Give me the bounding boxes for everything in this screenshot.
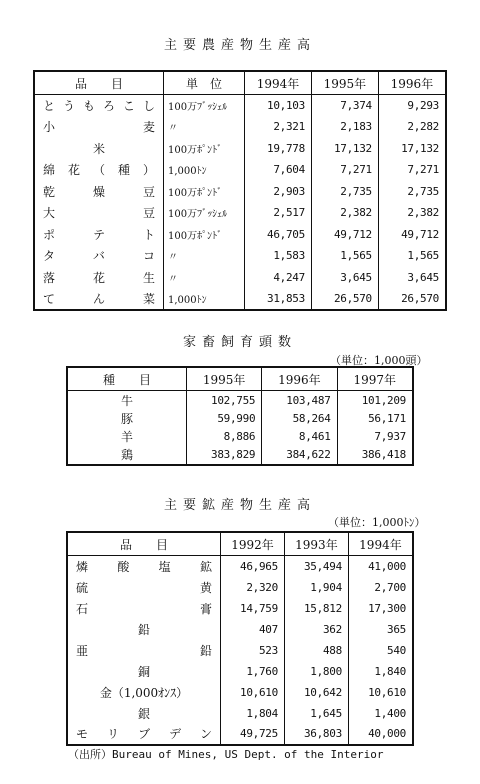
value-cell: 383,829	[187, 446, 262, 465]
crops-table	[33, 70, 447, 311]
value-cell: 26,570	[378, 288, 446, 310]
minerals-unit-note: （単位：1,000ﾄﾝ）	[328, 516, 426, 529]
crops-header-1996: 1996年	[378, 71, 446, 95]
value-cell: 540	[348, 640, 413, 661]
value-cell: 10,642	[284, 682, 348, 703]
value-cell: 3,645	[311, 267, 378, 289]
value-cell: 49,712	[311, 224, 378, 246]
value-cell: 19,778	[245, 138, 312, 160]
minerals-header-item: 品 目	[67, 532, 221, 556]
table-row	[34, 245, 446, 267]
unit-cell: 1,000ﾄﾝ	[164, 159, 245, 181]
value-cell: 2,183	[311, 116, 378, 138]
mineral-name-cell: モリブデン	[76, 727, 212, 741]
table-row	[34, 116, 446, 138]
value-cell: 2,320	[221, 577, 285, 598]
value-cell: 31,853	[245, 288, 312, 310]
mineral-name-cell: 燐酸塩鉱	[76, 559, 212, 574]
crop-name-cell: タバコ	[43, 249, 155, 264]
crops-header-item: 品 目	[34, 71, 164, 95]
crops-title: 主要農産物生産高	[163, 38, 316, 53]
value-cell: 2,735	[311, 181, 378, 203]
value-cell: 2,321	[245, 116, 312, 138]
crop-name-cell: 落花生	[43, 270, 155, 285]
crop-name-cell: 小麦	[43, 120, 155, 135]
table-row	[67, 598, 413, 619]
value-cell: 2,700	[348, 577, 413, 598]
value-cell: 1,565	[311, 245, 378, 267]
table-row	[67, 703, 413, 724]
value-cell: 1,904	[284, 577, 348, 598]
minerals-header-1992: 1992年	[221, 532, 285, 556]
crops-header-1995: 1995年	[311, 71, 378, 95]
livestock-header-1995: 1995年	[187, 367, 262, 391]
value-cell: 4,247	[245, 267, 312, 289]
mineral-name-cell: 金（1,000ｵﾝｽ）	[99, 685, 189, 700]
unit-cell: 100万ﾎﾟﾝﾄﾞ	[164, 181, 245, 203]
table-row	[67, 724, 413, 745]
value-cell: 2,382	[311, 202, 378, 224]
source-note: （出所）Bureau of Mines, US Dept. of the Interior	[68, 748, 384, 761]
value-cell: 2,382	[378, 202, 446, 224]
table-row	[67, 446, 413, 465]
value-cell: 407	[221, 619, 285, 640]
table-row	[67, 409, 413, 428]
livestock-title: 家畜飼育頭数	[182, 335, 297, 350]
value-cell: 1,840	[348, 661, 413, 682]
value-cell: 102,755	[187, 391, 262, 410]
value-cell: 365	[348, 619, 413, 640]
unit-cell: 100万ﾎﾟﾝﾄﾞ	[164, 138, 245, 160]
table-row	[67, 577, 413, 598]
crops-header-unit: 単 位	[164, 71, 245, 95]
value-cell: 523	[221, 640, 285, 661]
value-cell: 386,418	[337, 446, 413, 465]
crop-name-cell: 乾燥豆	[43, 184, 155, 199]
table-row	[34, 95, 446, 117]
table-row	[67, 428, 413, 447]
value-cell: 7,271	[311, 159, 378, 181]
livestock-body	[67, 391, 413, 465]
unit-cell: 1,000ﾄﾝ	[164, 288, 245, 310]
value-cell: 58,264	[262, 409, 337, 428]
livestock-table	[66, 366, 414, 466]
value-cell: 1,565	[378, 245, 446, 267]
table-row	[67, 556, 413, 577]
value-cell: 56,171	[337, 409, 413, 428]
value-cell: 17,132	[311, 138, 378, 160]
mineral-name-cell: 鉛	[137, 622, 150, 637]
mineral-name-cell: 硫黄	[76, 580, 212, 595]
value-cell: 3,645	[378, 267, 446, 289]
value-cell: 7,937	[337, 428, 413, 447]
table-row	[67, 640, 413, 661]
value-cell: 1,804	[221, 703, 285, 724]
crops-body	[34, 95, 446, 310]
value-cell: 36,803	[284, 724, 348, 745]
value-cell: 2,903	[245, 181, 312, 203]
value-cell: 26,570	[311, 288, 378, 310]
crop-name-cell: ポテト	[43, 227, 155, 242]
value-cell: 2,282	[378, 116, 446, 138]
unit-cell: 100万ﾌﾞｯｼｪﾙ	[164, 95, 245, 117]
minerals-table	[66, 531, 414, 746]
crop-name-cell: とうもろこし	[43, 99, 155, 113]
value-cell: 10,610	[348, 682, 413, 703]
value-cell: 362	[284, 619, 348, 640]
value-cell: 14,759	[221, 598, 285, 619]
livestock-header-item: 種 目	[67, 367, 187, 391]
mineral-name-cell: 銀	[137, 706, 150, 721]
value-cell: 2,517	[245, 202, 312, 224]
value-cell: 7,374	[311, 95, 378, 117]
livestock-name-cell: 豚	[120, 411, 133, 426]
value-cell: 103,487	[262, 391, 337, 410]
minerals-header-1993: 1993年	[284, 532, 348, 556]
value-cell: 17,132	[378, 138, 446, 160]
value-cell: 101,209	[337, 391, 413, 410]
value-cell: 46,705	[245, 224, 312, 246]
table-row	[34, 288, 446, 310]
value-cell: 1,400	[348, 703, 413, 724]
mineral-name-cell: 亜鉛	[76, 643, 212, 658]
minerals-header-1994: 1994年	[348, 532, 413, 556]
table-row	[67, 682, 413, 703]
value-cell: 7,604	[245, 159, 312, 181]
livestock-name-cell: 牛	[120, 393, 133, 408]
value-cell: 46,965	[221, 556, 285, 577]
value-cell: 59,990	[187, 409, 262, 428]
unit-cell: 〃	[164, 245, 245, 267]
livestock-header-1997: 1997年	[337, 367, 413, 391]
value-cell: 384,622	[262, 446, 337, 465]
minerals-body	[67, 556, 413, 745]
value-cell: 10,103	[245, 95, 312, 117]
livestock-header-1996: 1996年	[262, 367, 337, 391]
minerals-title: 主要鉱産物生産高	[163, 498, 316, 513]
livestock-name-cell: 鶏	[120, 448, 133, 463]
crop-name-cell: てん菜	[43, 291, 155, 306]
value-cell: 17,300	[348, 598, 413, 619]
value-cell: 2,735	[378, 181, 446, 203]
value-cell: 8,461	[262, 428, 337, 447]
table-row	[67, 391, 413, 410]
table-row	[34, 138, 446, 160]
value-cell: 9,293	[378, 95, 446, 117]
value-cell: 49,725	[221, 724, 285, 745]
value-cell: 49,712	[378, 224, 446, 246]
livestock-name-cell: 羊	[120, 430, 133, 445]
mineral-name-cell: 銅	[137, 664, 150, 679]
crop-name-cell: 米	[92, 141, 105, 156]
value-cell: 1,800	[284, 661, 348, 682]
table-row	[34, 159, 446, 181]
value-cell: 35,494	[284, 556, 348, 577]
value-cell: 40,000	[348, 724, 413, 745]
value-cell: 488	[284, 640, 348, 661]
unit-cell: 〃	[164, 267, 245, 289]
unit-cell: 100万ﾎﾟﾝﾄﾞ	[164, 224, 245, 246]
table-row	[67, 619, 413, 640]
value-cell: 1,760	[221, 661, 285, 682]
value-cell: 1,645	[284, 703, 348, 724]
value-cell: 8,886	[187, 428, 262, 447]
value-cell: 1,583	[245, 245, 312, 267]
crop-name-cell: 大豆	[43, 206, 155, 221]
value-cell: 10,610	[221, 682, 285, 703]
table-row	[34, 267, 446, 289]
table-row	[34, 224, 446, 246]
table-row	[34, 181, 446, 203]
unit-cell: 100万ﾌﾞｯｼｪﾙ	[164, 202, 245, 224]
crop-name-cell: 綿花（種）	[43, 163, 155, 178]
unit-cell: 〃	[164, 116, 245, 138]
value-cell: 7,271	[378, 159, 446, 181]
livestock-unit-note: （単位：1,000頭）	[330, 354, 428, 367]
table-row	[34, 202, 446, 224]
crops-header-1994: 1994年	[245, 71, 312, 95]
value-cell: 41,000	[348, 556, 413, 577]
mineral-name-cell: 石膏	[76, 601, 212, 616]
table-row	[67, 661, 413, 682]
value-cell: 15,812	[284, 598, 348, 619]
